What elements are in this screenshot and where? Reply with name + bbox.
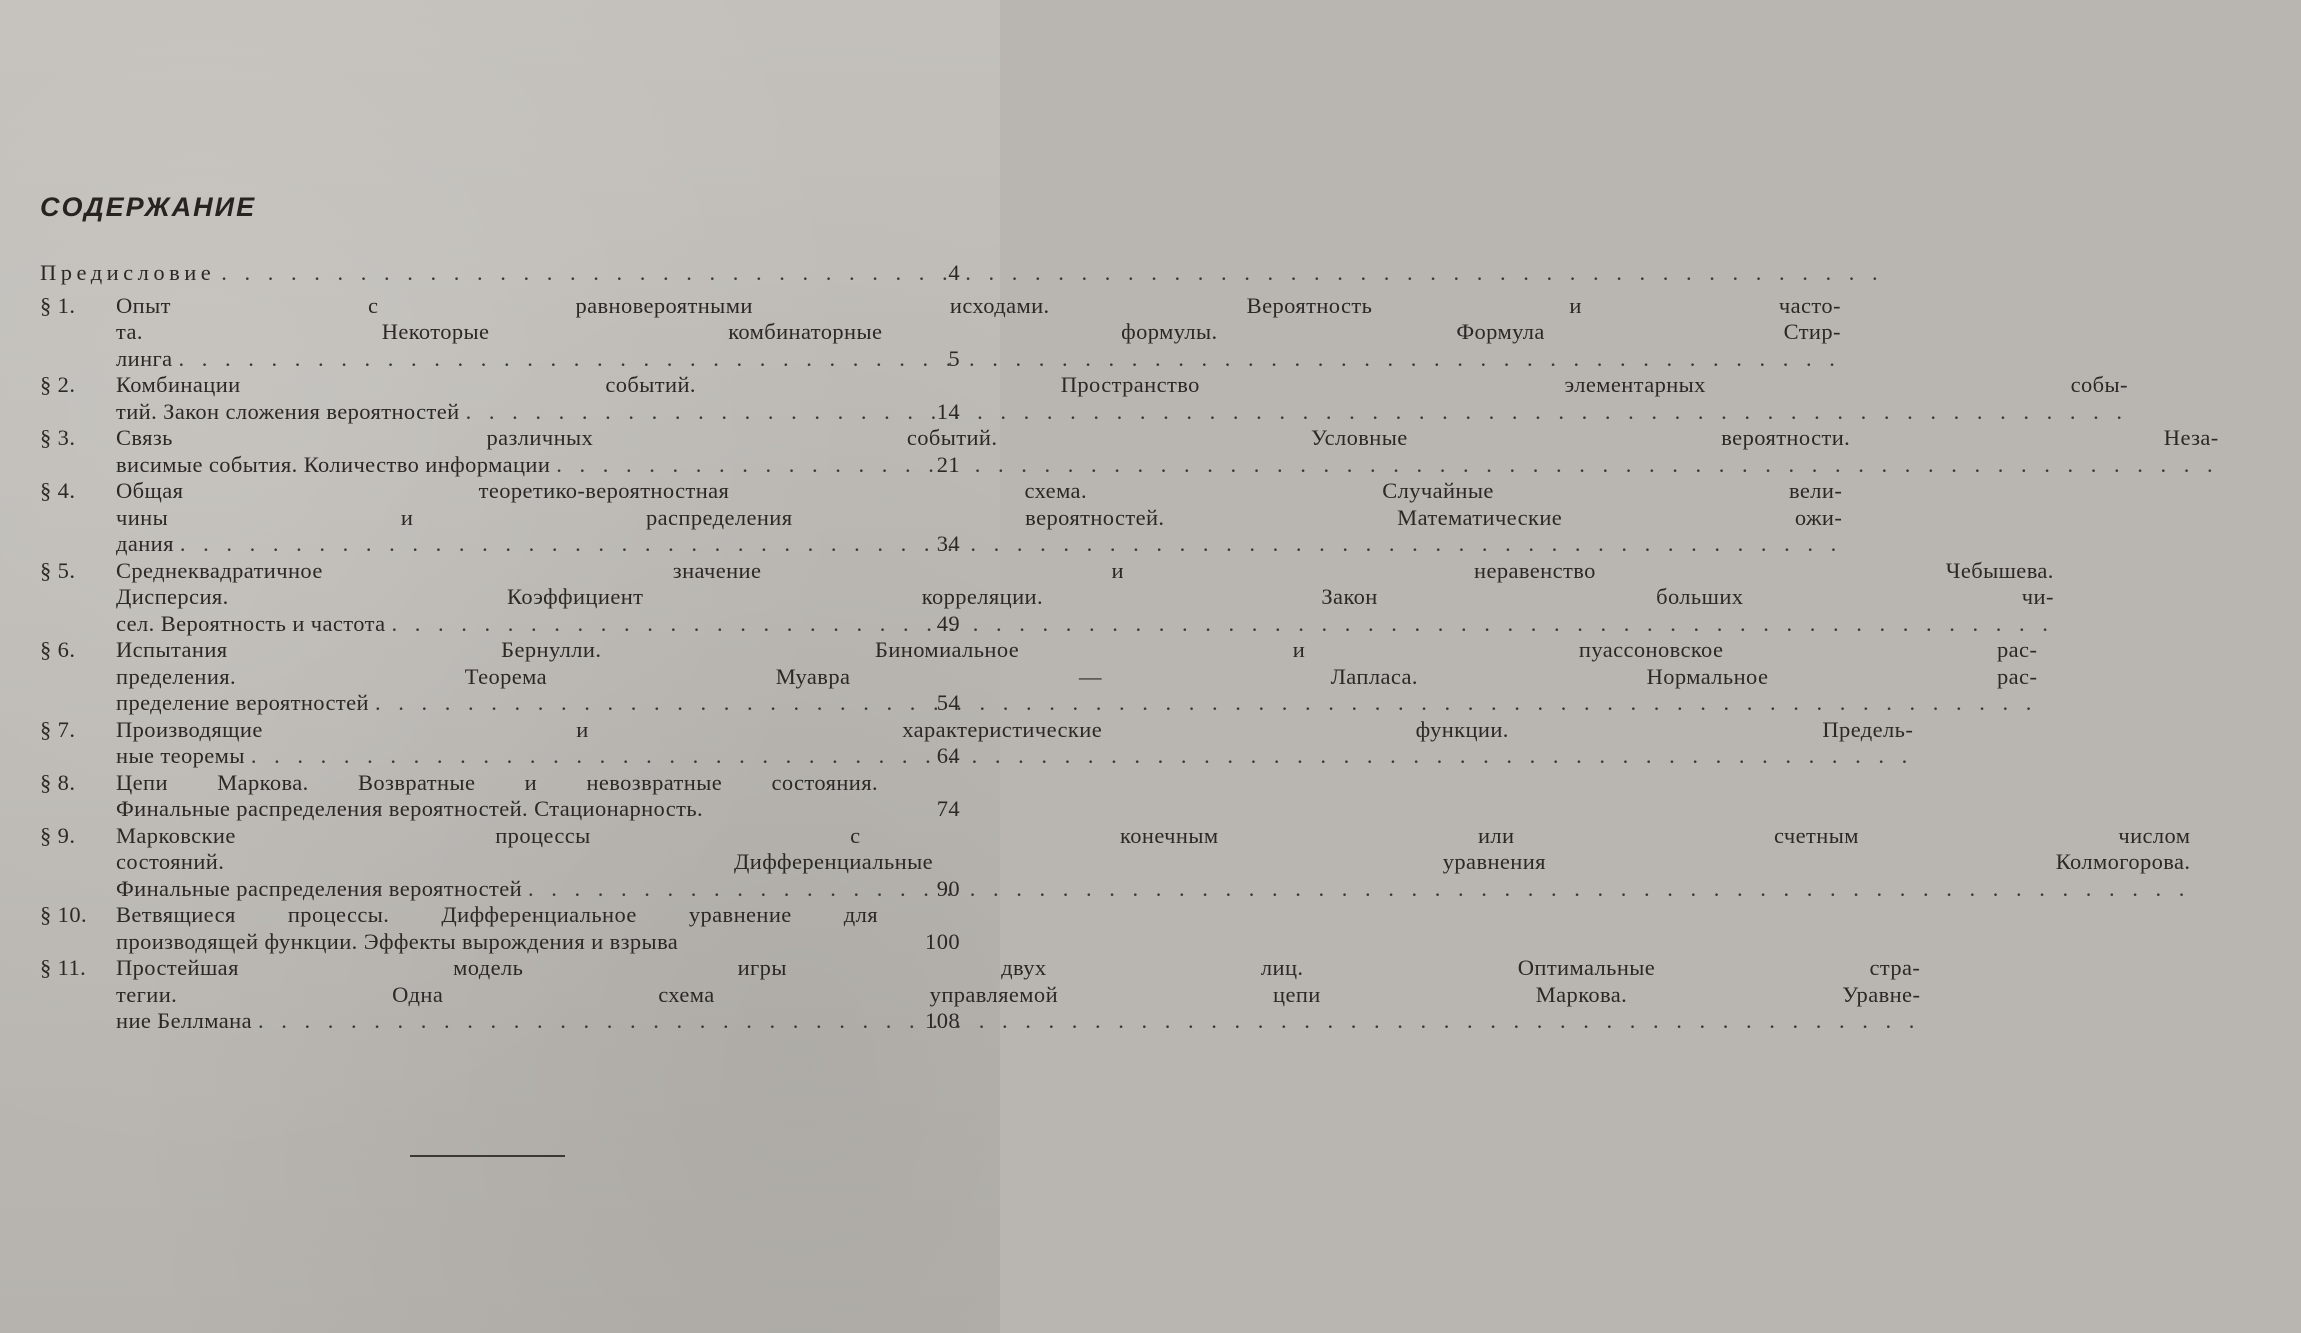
toc-entry-line: Финальные распределения вероятностей. Стационарность. bbox=[116, 796, 704, 821]
toc-entry-line: висимые события. Количество информации bbox=[116, 451, 551, 477]
toc-entry-line: та. Некоторые комбинаторные формулы. Формула Стир- bbox=[116, 319, 1841, 344]
toc-entry-text bbox=[116, 558, 2136, 638]
toc-entry-line: Ветвящиеся процессы. Дифференциальное уравнение для bbox=[116, 902, 878, 927]
toc-page-number: 21 bbox=[936, 451, 960, 477]
toc-page-number: 4 bbox=[948, 260, 960, 285]
section-number: § 4. bbox=[40, 478, 76, 503]
dot-leader bbox=[375, 690, 2037, 717]
toc-entry bbox=[40, 955, 1921, 1035]
section-number: § 1. bbox=[40, 292, 76, 318]
toc-page-number: 5 bbox=[948, 345, 960, 371]
toc-page-number: 108 bbox=[925, 1008, 960, 1033]
dot-leader bbox=[251, 743, 1913, 770]
toc-entry-text bbox=[116, 478, 1924, 558]
toc-entry-line: Цепи Маркова. Возвратные и невозвратные состояния. bbox=[116, 769, 878, 795]
dot-leader bbox=[528, 876, 2190, 903]
toc-entry-title: Предисловие bbox=[40, 260, 216, 285]
toc-entry-line: ные теоремы bbox=[116, 743, 245, 768]
toc-entry bbox=[40, 770, 960, 823]
toc-entry-line: чины и распределения вероятностей. Математические ожи- bbox=[116, 504, 1843, 530]
section-number: § 11. bbox=[40, 955, 87, 980]
toc-entry-text bbox=[116, 823, 2272, 903]
toc-entry-text bbox=[116, 372, 2210, 425]
section-number: § 5. bbox=[40, 557, 76, 583]
toc-entry-text bbox=[116, 902, 960, 955]
toc-entry-line: пределение вероятностей bbox=[116, 690, 369, 715]
toc-entry-text bbox=[116, 637, 2119, 717]
toc-entry-line: Производящие и характеристические функции. Предель- bbox=[116, 716, 1914, 742]
toc-entry bbox=[40, 637, 2038, 717]
toc-entry-line: пределения. Теорема Муавра — Лапласа. Нормальное рас- bbox=[116, 663, 2038, 689]
toc-entry-text bbox=[116, 717, 1995, 770]
dot-leader bbox=[180, 531, 1842, 558]
toc-entry bbox=[40, 478, 1843, 558]
toc-section-list bbox=[40, 292, 2219, 1035]
toc-page-number: 34 bbox=[936, 531, 960, 556]
toc-page-number: 64 bbox=[936, 743, 960, 768]
section-number: § 8. bbox=[40, 769, 76, 795]
table-of-contents bbox=[40, 260, 2219, 1035]
section-number: § 10. bbox=[40, 902, 87, 927]
toc-entry-line: Марковские процессы с конечным или счетным числом bbox=[116, 822, 2191, 848]
toc-entry bbox=[40, 557, 2054, 638]
toc-entry-line: Финальные распределения вероятностей bbox=[116, 875, 523, 901]
section-number: § 6. bbox=[40, 637, 76, 662]
toc-entry bbox=[40, 716, 1914, 770]
section-number: § 7. bbox=[40, 716, 76, 742]
dot-leader bbox=[466, 399, 2128, 426]
toc-page-number: 90 bbox=[936, 875, 960, 901]
section-number: § 9. bbox=[40, 822, 76, 848]
toc-entry-line: Простейшая модель игры двух лиц. Оптимальные стра- bbox=[116, 955, 1921, 980]
toc-entry-line: Комбинации событий. Пространство элементарных собы- bbox=[116, 372, 2128, 397]
toc-entry-line: Общая теоретико-вероятностная схема. Случайные вели- bbox=[116, 478, 1843, 503]
toc-page-number: 49 bbox=[936, 610, 960, 636]
toc-entry-text bbox=[116, 955, 2002, 1035]
toc-entry-line: состояний. Дифференциальные уравнения Колмогорова. bbox=[116, 849, 2191, 874]
section-number: § 3. bbox=[40, 425, 76, 450]
dot-leader bbox=[556, 452, 2218, 479]
toc-entry bbox=[40, 372, 2128, 425]
toc-entry-preface bbox=[40, 260, 960, 287]
toc-entry-line: тий. Закон сложения вероятностей bbox=[116, 398, 460, 424]
toc-page-number: 100 bbox=[925, 928, 960, 954]
toc-entry-line: Опыт с равновероятными исходами. Вероятность и часто- bbox=[116, 292, 1841, 318]
toc-entry bbox=[40, 425, 2219, 478]
dot-leader bbox=[221, 260, 1883, 287]
dot-leader bbox=[179, 346, 1841, 373]
toc-page-number: 54 bbox=[936, 690, 960, 715]
toc-entry bbox=[40, 902, 960, 955]
dot-leader bbox=[258, 1008, 1920, 1035]
toc-entry bbox=[40, 822, 2191, 903]
toc-entry-text bbox=[116, 770, 960, 823]
toc-page-number: 14 bbox=[936, 398, 960, 424]
toc-entry-line: Испытания Бернулли. Биномиальное и пуассоновское рас- bbox=[116, 637, 2038, 662]
dot-leader bbox=[391, 611, 2053, 638]
toc-entry-line: тегии. Одна схема управляемой цепи Маркова. Уравне- bbox=[116, 981, 1921, 1007]
toc-entry-line: линга bbox=[116, 345, 173, 371]
toc-entry-line: Среднеквадратичное значение и неравенство Чебышева. bbox=[116, 557, 2054, 583]
toc-entry-text bbox=[116, 425, 2301, 478]
toc-entry-line: ние Беллмана bbox=[116, 1008, 252, 1033]
toc-entry-line: Связь различных событий. Условные вероятности. Неза- bbox=[116, 425, 2219, 450]
toc-entry bbox=[40, 292, 1841, 373]
toc-entry-line: сел. Вероятность и частота bbox=[116, 610, 386, 636]
toc-entry-line: Дисперсия. Коэффициент корреляции. Закон больших чи- bbox=[116, 584, 2054, 609]
contents-heading: СОДЕРЖАНИЕ bbox=[40, 192, 257, 222]
section-number: § 2. bbox=[40, 372, 76, 397]
toc-entry-text bbox=[116, 293, 1923, 373]
end-rule bbox=[410, 1155, 565, 1157]
toc-page-number: 74 bbox=[936, 796, 960, 821]
toc-entry-line: производящей функции. Эффекты вырождения и взрыва bbox=[116, 928, 679, 954]
toc-entry-text bbox=[40, 260, 1966, 287]
toc-entry-line: дания bbox=[116, 531, 174, 556]
